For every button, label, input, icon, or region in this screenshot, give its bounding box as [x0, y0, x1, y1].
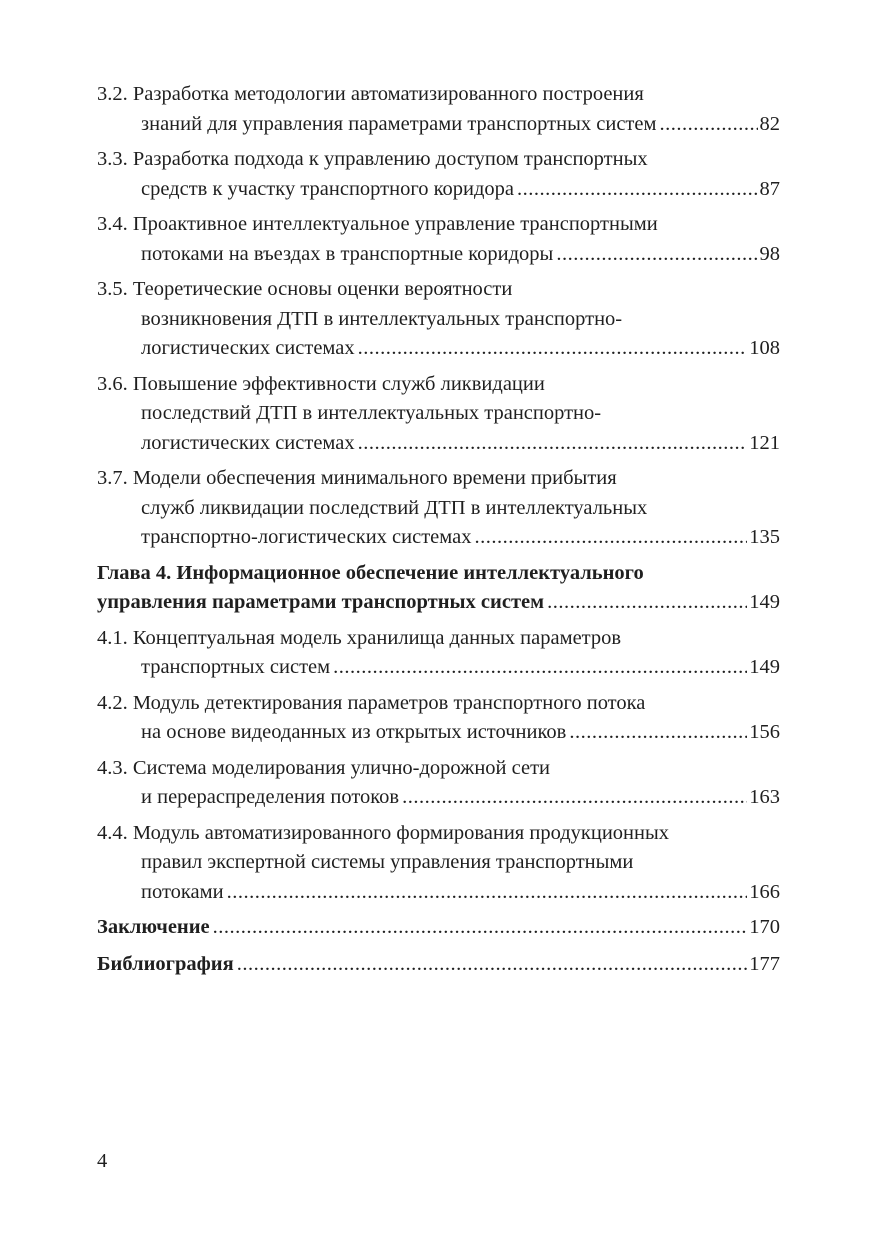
toc-chapter-4[interactable] — [97, 559, 780, 618]
dot-leader — [358, 429, 748, 459]
toc-page-number: 170 — [749, 916, 780, 938]
toc-entry-title: 4.1. Концептуальная модель хранилища данных параметров — [97, 626, 622, 649]
dot-leader — [358, 334, 748, 364]
toc-entry-4-2[interactable] — [97, 689, 780, 748]
toc-entry-title-cont: возникновения ДТП в интеллектуальных транспортно- — [141, 307, 623, 330]
dot-leader — [659, 110, 757, 140]
toc-entry-title-cont: транспортно-логистических системах — [141, 526, 472, 548]
dot-leader — [402, 783, 747, 813]
toc-chapter-title: Глава 4. Информационное обеспечение интеллектуального — [97, 561, 644, 584]
toc-entry-3-7[interactable] — [97, 464, 780, 553]
dot-leader — [556, 240, 757, 270]
toc-entry-3-6[interactable] — [97, 370, 780, 459]
toc-bibliography-title: Библиография — [97, 952, 234, 975]
toc-conclusion-title: Заключение — [97, 916, 210, 938]
toc-entry-title: 3.3. Разработка подхода к управлению доступом транспортных — [97, 148, 648, 170]
toc-entry-title: 4.4. Модуль автоматизированного формирования продукционных — [97, 821, 670, 844]
dot-leader — [227, 878, 748, 908]
toc-entry-3-2[interactable] — [97, 80, 780, 139]
toc-entry-4-1[interactable] — [97, 624, 780, 683]
dot-leader — [474, 523, 747, 553]
toc-page-number: 82 — [759, 112, 780, 135]
toc-page-number: 135 — [749, 526, 780, 548]
table-of-contents — [97, 80, 780, 986]
page-number: 4 — [97, 1150, 108, 1172]
toc-entry-title-cont: средств к участку транспортного коридора — [141, 177, 515, 200]
toc-page-number: 98 — [759, 242, 780, 265]
toc-page-number: 163 — [749, 786, 780, 808]
toc-entry-3-3[interactable] — [97, 145, 780, 204]
toc-entry-title-cont: транспортных систем — [141, 656, 331, 678]
toc-entry-title: 3.6. Повышение эффективности служб ликвидации — [97, 372, 545, 395]
toc-entry-title-cont: знаний для управления параметрами транспортных систем — [141, 112, 657, 135]
toc-entry-title-cont: и перераспределения потоков — [141, 786, 400, 808]
toc-entry-title-cont: потоками на въездах в транспортные коридоры — [141, 242, 554, 265]
toc-entry-title-cont: правил экспертной системы управления транспортными — [141, 851, 634, 873]
toc-entry-3-4[interactable] — [97, 210, 780, 269]
toc-entry-title-cont: логистических системах — [141, 337, 355, 359]
toc-entry-4-4[interactable] — [97, 819, 780, 908]
toc-page-number: 177 — [749, 952, 780, 975]
toc-entry-4-3[interactable] — [97, 754, 780, 813]
dot-leader — [517, 175, 757, 205]
dot-leader — [547, 588, 747, 618]
toc-entry-title: 4.3. Система моделирования улично-дорожной сети — [97, 756, 551, 779]
toc-entry-title-cont: последствий ДТП в интеллектуальных транспортно- — [141, 402, 602, 424]
dot-leader — [237, 950, 748, 980]
toc-page-number: 156 — [749, 721, 780, 743]
toc-page-number: 87 — [759, 177, 780, 200]
toc-page-number: 121 — [749, 431, 780, 454]
toc-page-number: 108 — [749, 337, 780, 359]
toc-page-number: 149 — [749, 656, 780, 678]
toc-page-number: 166 — [749, 880, 780, 903]
dot-leader — [333, 653, 747, 683]
dot-leader — [213, 913, 748, 943]
toc-entry-title-cont: служб ликвидации последствий ДТП в интеллектуальных — [141, 496, 648, 519]
toc-entry-title: 3.7. Модели обеспечения минимального времени прибытия — [97, 467, 617, 489]
toc-entry-title-cont: на основе видеоданных из открытых источников — [141, 721, 567, 743]
toc-entry-title-cont: потоками — [141, 880, 224, 903]
dot-leader — [569, 718, 747, 748]
toc-entry-title-cont: логистических системах — [141, 431, 355, 454]
toc-page-number: 149 — [749, 591, 780, 613]
toc-entry-title: 4.2. Модуль детектирования параметров транспортного потока — [97, 691, 646, 714]
toc-conclusion[interactable] — [97, 913, 780, 943]
toc-bibliography[interactable] — [97, 950, 780, 980]
toc-entry-title: 3.5. Теоретические основы оценки вероятности — [97, 278, 513, 300]
toc-entry-title: 3.2. Разработка методологии автоматизированного построения — [97, 83, 644, 105]
toc-entry-3-5[interactable] — [97, 275, 780, 364]
toc-entry-title: 3.4. Проактивное интеллектуальное управление транспортными — [97, 213, 658, 235]
toc-chapter-title-cont: управления параметрами транспортных систем — [97, 591, 545, 613]
